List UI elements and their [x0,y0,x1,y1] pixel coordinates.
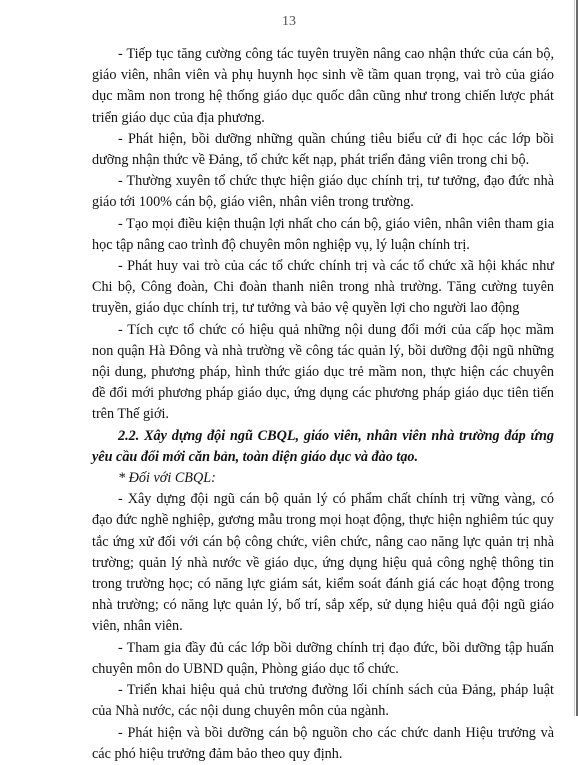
section-heading: 2.2. Xây dựng đội ngũ CBQL, giáo viên, nhân viên nhà trường đáp ứng yêu cầu đổi mới căn bản, toàn diện giáo dục và đào tạo. [92,427,554,465]
paragraph-training-courses: - Tham gia đầy đủ các lớp bồi dưỡng chính trị đạo đức, bồi dưỡng tập huấn chuyên môn do UBND quận, Phòng giáo dục tổ chức. [92,639,554,677]
paragraph-innovation: - Tích cực tổ chức có hiệu quả những nội dung đổi mới của cấp học mầm non quận Hà Đông và nhà trường về công tác quản lý, bồi dưỡng đội ngũ những nội dung, phương pháp, hình thức giáo dục trẻ mầm non, thực hiện các chuyên đề đổi mới phương pháp giáo dục, ứng dụng các phương pháp giáo dục tiên tiến trên Thế giới. [92,321,554,423]
subheading-cbql: * Đối với CBQL: [118,470,216,487]
paragraph-political-education: - Thường xuyên tổ chức thực hiện giáo dục chính trị, tư tưởng, đạo đức nhà giáo tới 100% cán bộ, giáo viên, nhân viên trong trường. [92,173,554,211]
paragraph-policy-implementation: - Triển khai hiệu quả chủ trương đường lối chính sách của Đảng, pháp luật của Nhà nước, các nội dung chuyên môn của ngành. [92,682,554,720]
document-body [92,44,554,765]
paragraph-successor-cadres: - Phát hiện và bồi dưỡng cán bộ nguồn cho các chức danh Hiệu trưởng và các phó hiệu trưởng đảm bảo theo quy định. [92,724,554,762]
paragraph-propaganda: - Tiếp tục tăng cường công tác tuyên truyền nâng cao nhận thức của cán bộ, giáo viên, nhân viên và phụ huynh học sinh về tầm quan trọng, vai trò của giáo dục mầm non trong hệ thống giáo dục quốc dân cũng như trong chiến lược phát triển giáo dục của địa phương. [92,46,554,126]
paragraph-management-team: - Xây dựng đội ngũ cán bộ quản lý có phẩm chất chính trị vững vàng, có đạo đức nghề nghiệp, gương mẫu trong mọi hoạt động, thực hiện nghiêm túc quy tắc ứng xử đối với cán bộ công chức, viên chức, nâng cao năng lực quản trị nhà trường; quản lý nhà nước về giáo dục, ứng dụng hiệu quả công nghệ thông tin trong trường học; có năng lực giám sát, kiểm soát đánh giá các hoạt động trong nhà trường; có năng lực quản lý, bố trí, sắp xếp, sử dụng hiệu quả đội ngũ giáo viên, nhân viên. [92,491,554,635]
paragraph-party-development: - Phát hiện, bồi dưỡng những quần chúng tiêu biểu cử đi học các lớp bồi dưỡng nhận thức về Đảng, tổ chức kết nạp, phát triển đảng viên trong chi bộ. [92,130,554,169]
paragraph-training-conditions: - Tạo mọi điều kiện thuận lợi nhất cho cán bộ, giáo viên, nhân viên tham gia học tập nâng cao trình độ chuyên môn nghiệp vụ, lý luận chính trị. [92,215,554,253]
page-number: 13 [282,14,296,29]
paragraph-organizations-role: - Phát huy vai trò của các tổ chức chính trị và các tổ chức xã hội khác như Chi bộ, Công đoàn, Chi đoàn thanh niên trong nhà trường. Tăng cường tuyên truyền, giáo dục chính trị, tư tưởng và bảo vệ quyền lợi cho người lao động [92,258,554,317]
page-edge-shadow [574,0,575,716]
